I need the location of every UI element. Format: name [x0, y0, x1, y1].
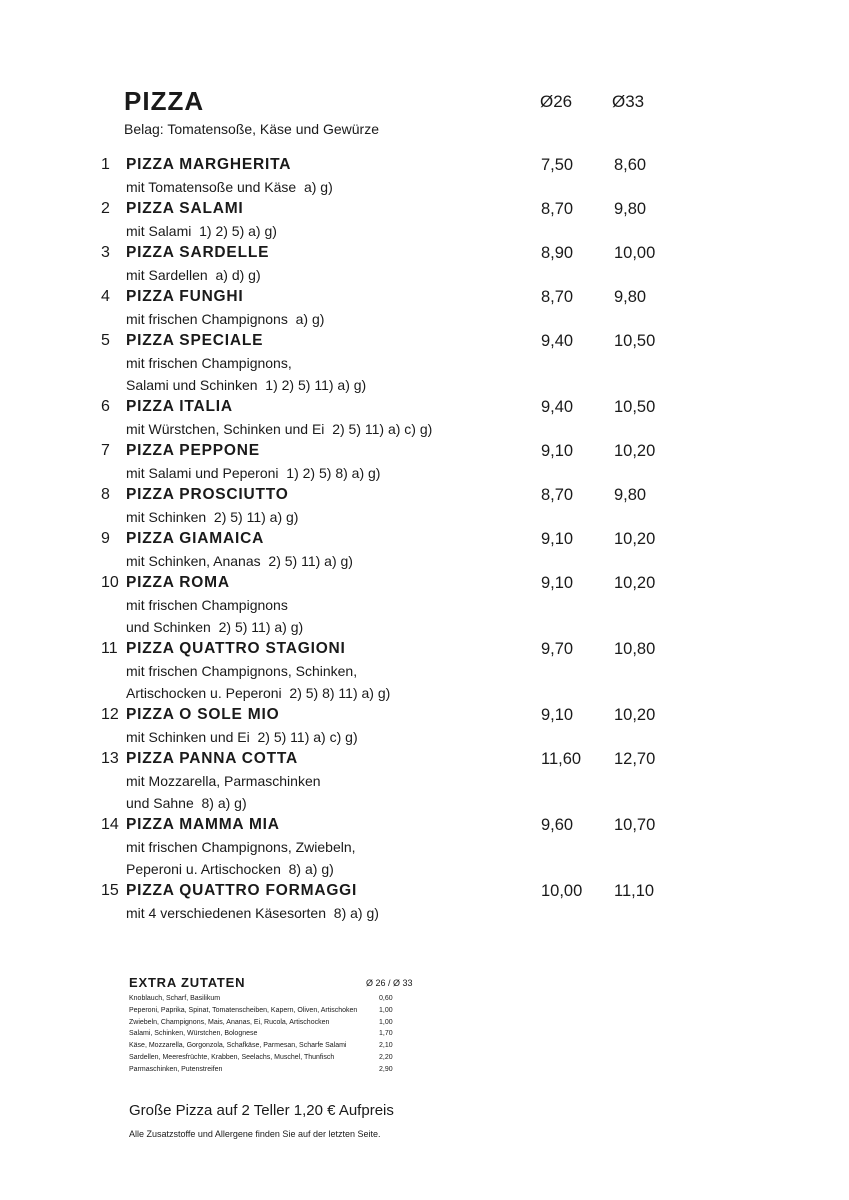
item-price-26: 7,50 — [541, 156, 574, 174]
item-price-33: 10,70 — [614, 816, 656, 834]
item-number: 3 — [101, 244, 110, 261]
item-number: 8 — [101, 486, 110, 503]
item-price-33: 9,80 — [614, 486, 647, 504]
extra-ingredient-row: Knoblauch, Scharf, Basilikum — [129, 995, 221, 1002]
item-price-26: 9,60 — [541, 816, 574, 834]
item-price-26: 9,10 — [541, 706, 574, 724]
item-number: 4 — [101, 288, 110, 305]
item-price-26: 9,40 — [541, 332, 574, 350]
item-description: mit Schinken, Ananas 2) 5) 11) a) g) — [126, 553, 353, 569]
item-price-33: 10,20 — [614, 442, 656, 460]
item-name: PIZZA ITALIA — [126, 398, 233, 415]
extras-price-header: Ø 26 / Ø 33 — [366, 978, 413, 988]
item-description: mit Schinken 2) 5) 11) a) g) — [126, 509, 299, 525]
item-description: mit frischen Champignons a) g) — [126, 311, 325, 327]
item-price-26: 9,10 — [541, 442, 574, 460]
item-price-26: 10,00 — [541, 882, 583, 900]
footer-allergen-note: Alle Zusatzstoffe und Allergene finden Sie auf der letzten Seite. — [129, 1129, 381, 1139]
item-number: 1 — [101, 156, 110, 173]
item-name: PIZZA QUATTRO FORMAGGI — [126, 882, 358, 899]
extra-ingredient-row: Zwiebeln, Champignons, Mais, Ananas, Ei, Rucola, Artischocken — [129, 1018, 330, 1026]
item-price-33: 10,80 — [614, 640, 656, 658]
item-price-33: 8,60 — [614, 156, 647, 174]
item-number: 7 — [101, 442, 110, 459]
item-price-33: 9,80 — [614, 200, 647, 218]
extra-ingredient-price: 2,90 — [379, 1065, 393, 1073]
extra-ingredient-price: 0,60 — [379, 995, 393, 1002]
item-price-26: 8,70 — [541, 200, 574, 218]
item-description: mit frischen Champignons und Schinken 2) 5) 11) a) g) — [126, 597, 304, 635]
item-price-26: 8,70 — [541, 288, 574, 306]
column-header-33: Ø33 — [612, 92, 645, 111]
extra-ingredient-row: Salami, Schinken, Würstchen, Bolognese — [129, 1030, 258, 1038]
item-name: PIZZA SPECIALE — [126, 332, 264, 349]
item-description: mit Schinken und Ei 2) 5) 11) a) c) g) — [126, 729, 358, 745]
item-number: 6 — [101, 398, 110, 415]
item-description: mit Würstchen, Schinken und Ei 2) 5) 11) a) c) g) — [126, 421, 433, 437]
item-number: 2 — [101, 200, 110, 217]
item-name: PIZZA QUATTRO STAGIONI — [126, 640, 346, 657]
item-name: PIZZA SALAMI — [126, 200, 244, 217]
item-price-26: 11,60 — [541, 750, 582, 768]
extra-ingredient-row: Käse, Mozzarella, Gorgonzola, Schafkäse, Parmesan, Scharfe Salami — [129, 1042, 347, 1050]
item-number: 9 — [101, 530, 110, 547]
item-number: 5 — [101, 332, 110, 349]
menu-title: PIZZA — [124, 86, 205, 116]
extra-ingredient-row: Parmaschinken, Putenstreifen — [129, 1065, 223, 1073]
item-price-26: 8,70 — [541, 486, 574, 504]
item-description: mit 4 verschiedenen Käsesorten 8) a) g) — [126, 905, 379, 921]
extra-ingredient-row: Peperoni, Paprika, Spinat, Tomatenscheiben, Kapern, Oliven, Artischoken — [129, 1006, 358, 1014]
item-number: 13 — [101, 750, 119, 767]
item-number: 10 — [101, 574, 119, 591]
column-header-26: Ø26 — [540, 92, 573, 111]
footer-surcharge-note: Große Pizza auf 2 Teller 1,20 € Aufpreis — [129, 1102, 394, 1119]
item-description: mit Salami 1) 2) 5) a) g) — [126, 223, 277, 239]
extra-ingredient-price: 1,00 — [379, 1018, 393, 1026]
item-number: 12 — [101, 706, 119, 723]
item-description: mit Salami und Peperoni 1) 2) 5) 8) a) g) — [126, 465, 381, 481]
item-price-33: 10,20 — [614, 706, 656, 724]
item-description: mit frischen Champignons, Salami und Schinken 1) 2) 5) 11) a) g) — [126, 355, 367, 393]
extra-ingredient-row: Sardellen, Meeresfrüchte, Krabben, Seelachs, Muschel, Thunfisch — [129, 1054, 335, 1061]
item-name: PIZZA PANNA COTTA — [126, 750, 299, 767]
item-name: PIZZA FUNGHI — [126, 288, 244, 305]
extra-ingredient-price: 2,10 — [379, 1042, 393, 1050]
item-name: PIZZA ROMA — [126, 574, 230, 591]
extra-ingredient-price: 1,70 — [379, 1030, 393, 1038]
item-price-26: 9,10 — [541, 574, 574, 592]
item-number: 11 — [101, 640, 118, 657]
item-price-33: 11,10 — [614, 882, 655, 900]
item-price-33: 12,70 — [614, 750, 656, 768]
item-name: PIZZA MAMMA MIA — [126, 816, 280, 833]
item-description: mit frischen Champignons, Schinken, Artischocken u. Peperoni 2) 5) 8) 11) a) g) — [126, 663, 391, 701]
item-price-26: 9,70 — [541, 640, 574, 658]
item-price-26: 9,10 — [541, 530, 574, 548]
item-number: 14 — [101, 816, 119, 833]
item-description: mit Mozzarella, Parmaschinken und Sahne 8) a) g) — [126, 773, 321, 811]
item-price-26: 8,90 — [541, 244, 574, 262]
item-name: PIZZA MARGHERITA — [126, 156, 292, 173]
item-price-33: 10,00 — [614, 244, 656, 262]
item-price-26: 9,40 — [541, 398, 574, 416]
item-price-33: 9,80 — [614, 288, 647, 306]
item-description: mit Sardellen a) d) g) — [126, 267, 261, 283]
extra-ingredient-price: 1,00 — [379, 1006, 393, 1014]
menu-subtitle: Belag: Tomatensoße, Käse und Gewürze — [124, 121, 380, 137]
item-price-33: 10,50 — [614, 332, 656, 350]
item-description: mit frischen Champignons, Zwiebeln, Peperoni u. Artischocken 8) a) g) — [126, 839, 356, 877]
item-name: PIZZA GIAMAICA — [126, 530, 265, 547]
item-price-33: 10,20 — [614, 574, 656, 592]
item-price-33: 10,20 — [614, 530, 656, 548]
item-number: 15 — [101, 882, 119, 899]
item-price-33: 10,50 — [614, 398, 656, 416]
item-description: mit Tomatensoße und Käse a) g) — [126, 179, 333, 195]
extras-title: EXTRA ZUTATEN — [129, 975, 246, 990]
item-name: PIZZA SARDELLE — [126, 244, 270, 261]
extra-ingredient-price: 2,20 — [379, 1054, 393, 1061]
item-name: PIZZA O SOLE MIO — [126, 706, 280, 723]
item-name: PIZZA PEPPONE — [126, 442, 260, 459]
item-name: PIZZA PROSCIUTTO — [126, 486, 289, 503]
